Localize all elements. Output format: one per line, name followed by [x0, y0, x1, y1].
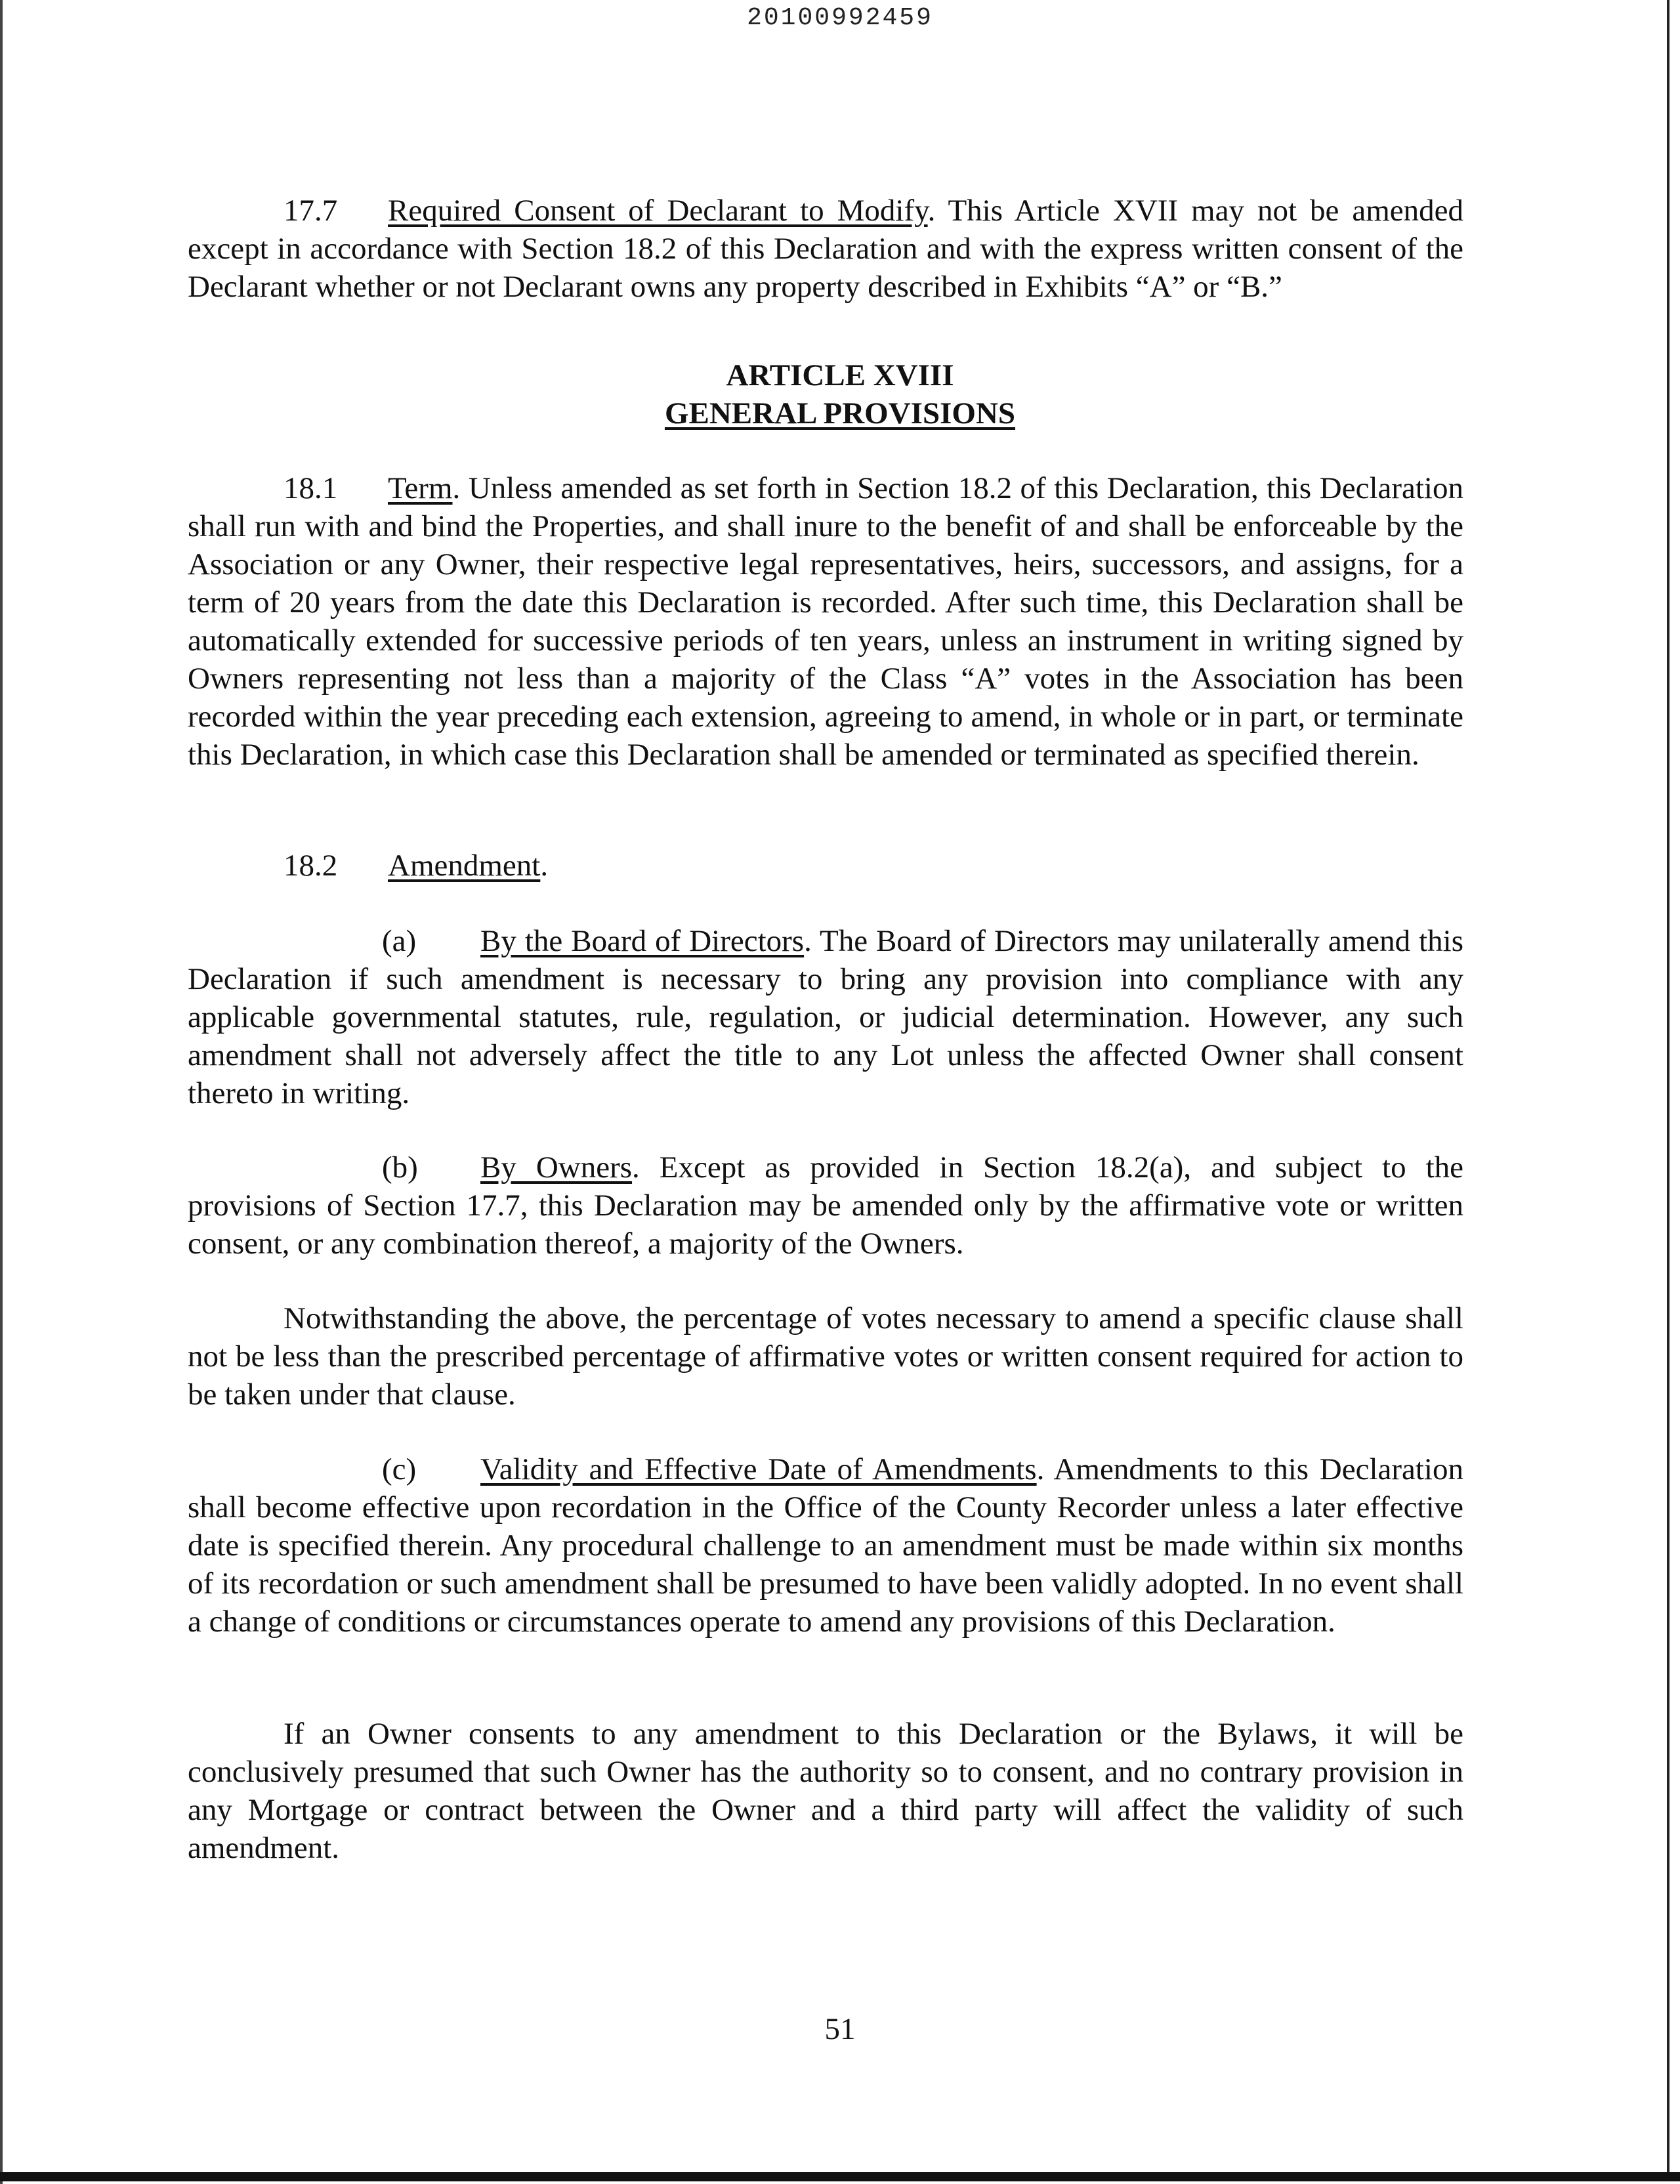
article-title: GENERAL PROVISIONS	[664, 396, 1016, 430]
subsection-letter: (a)	[382, 924, 417, 958]
subsection-letter: (b)	[382, 1150, 418, 1185]
section-number: 17.7	[284, 194, 338, 228]
scan-bottom-border	[0, 2172, 1680, 2181]
article-number: ARTICLE XVIII	[726, 358, 954, 392]
subsection-title: By Owners	[480, 1150, 633, 1185]
section-text: . This Article XVII may not be amended except in accordance with Section 18.2 of this Declaration and with the express written consent of the Declarant whether or not Declarant owns any property described in Exhibits “A” or “B.”	[188, 194, 1463, 304]
scan-left-edge	[0, 0, 3, 2184]
subsection-text: . Except as provided in Section 18.2(a), and subject to the provisions of Section 17.7, this Declaration may be amended only by the affirmative vote or written consent, or any combination thereof, a majority of the Owners.	[188, 1150, 1463, 1261]
subsection-c	[188, 1450, 1463, 1641]
scan-right-border	[1667, 0, 1670, 2177]
subsection-text: . The Board of Directors may unilaterally amend this Declaration if such amendment is necessary to bring any provision into compliance with any applicable governmental statutes, rule, regulation, or judicial determination. However, any such amendment shall not adversely affect the title to any Lot unless the affected Owner shall consent thereto in writing.	[188, 924, 1463, 1110]
document-number: 20100992459	[747, 4, 933, 32]
section-title: Amendment	[388, 849, 541, 883]
section-number: 18.1	[284, 471, 338, 505]
subsection-title: By the Board of Directors	[480, 924, 805, 958]
section-title: Term	[388, 471, 453, 505]
subsection-letter: (c)	[382, 1452, 417, 1486]
subsection-title: Validity and Effective Date of Amendments	[480, 1452, 1037, 1486]
subsection-a	[188, 922, 1463, 1112]
section-text: . Unless amended as set forth in Section 18.2 of this Declaration, this Declaration shall run with and bind the Properties, and shall inure to the benefit of and shall be enforceable by the Association or any Owner, their respective legal representatives, heirs, successors, and assigns, for a term of 20 years from the date this Declaration is recorded. After such time, this Declaration shall be automatically extended for successive periods of ten years, unless an instrument in writing signed by Owners representing not less than a majority of the Class “A” votes in the Association has been recorded within the year preceding each extension, agreeing to amend, in whole or in part, or terminate this Declaration, in which case this Declaration shall be amended or terminated as specified therein.	[188, 471, 1463, 772]
article-title-wrap	[0, 394, 1680, 432]
subsection-text: . Amendments to this Declaration shall become effective upon recordation in the Office of the County Recorder unless a later effective date is specified therein. Any procedural challenge to an amendment must be made within six months of its recordation or such amendment shall be presumed to have been validly adopted. In no event shall a change of conditions or circumstances operate to amend any provisions of this Declaration.	[188, 1452, 1463, 1639]
page-number: 51	[824, 2012, 856, 2046]
section-number: 18.2	[284, 849, 338, 883]
owner-consent-paragraph	[188, 1715, 1463, 1867]
section-18-1	[188, 469, 1463, 774]
section-17-7	[188, 192, 1463, 306]
section-18-2-heading	[188, 847, 1463, 885]
notwithstanding-text: Notwithstanding the above, the percentage of votes necessary to amend a specific clause shall not be less than the prescribed percentage of affirmative votes or written consent required for action to be taken under that clause.	[188, 1301, 1463, 1412]
notwithstanding-paragraph	[188, 1299, 1463, 1414]
section-trailing: .	[540, 849, 549, 883]
section-title: Required Consent of Declarant to Modify	[388, 194, 928, 228]
owner-consent-text: If an Owner consents to any amendment to this Declaration or the Bylaws, it will be conclusively presumed that such Owner has the authority so to consent, and no contrary provision in any Mortgage or contract between the Owner and a third party will affect the validity of such amendment.	[188, 1717, 1463, 1865]
subsection-b	[188, 1148, 1463, 1263]
